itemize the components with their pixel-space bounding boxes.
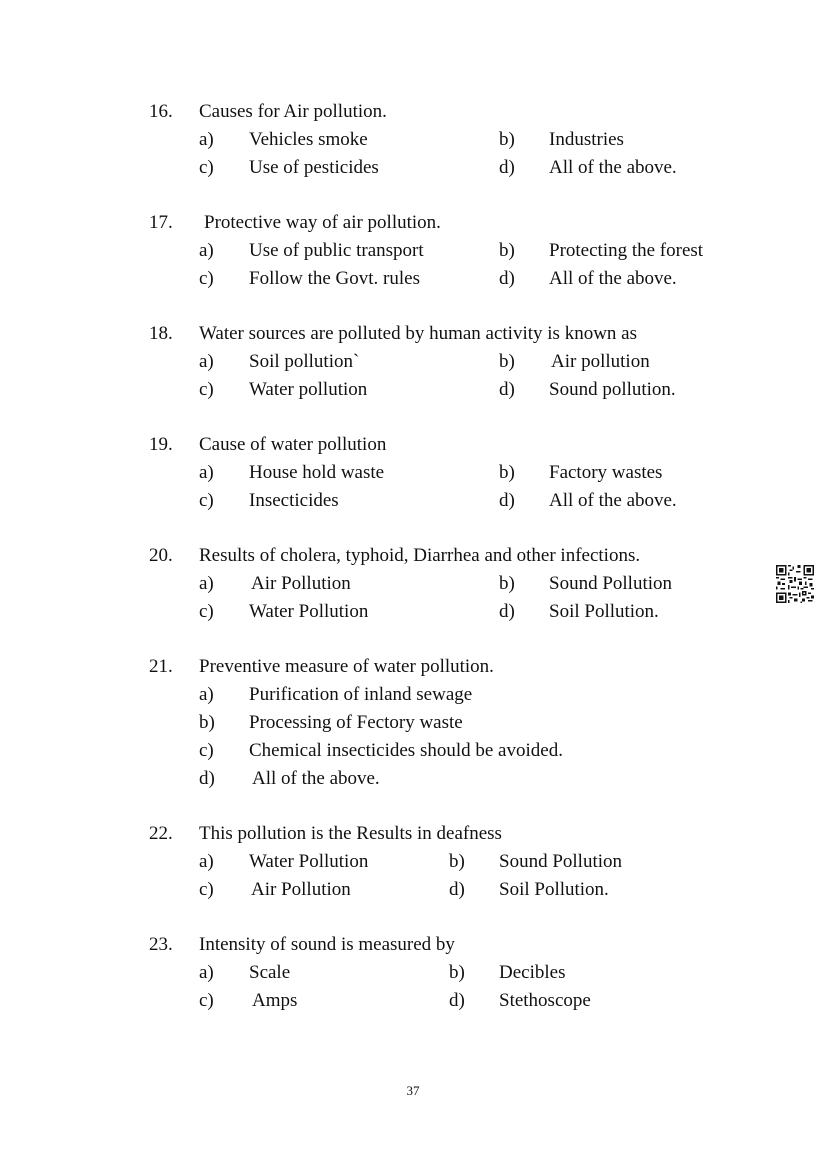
option-text: Insecticides xyxy=(249,490,339,511)
option-label: b) xyxy=(499,240,515,261)
option-label: b) xyxy=(449,851,465,872)
option-label: d) xyxy=(449,879,465,900)
question-number: 17. xyxy=(149,212,173,233)
question-number: 16. xyxy=(149,101,173,122)
question-text: Causes for Air pollution. xyxy=(199,101,387,122)
option-text: All of the above. xyxy=(549,157,677,178)
question-17 xyxy=(0,209,826,293)
option-label: c) xyxy=(199,379,214,400)
option-text: House hold waste xyxy=(249,462,385,483)
option-label: a) xyxy=(199,129,214,150)
question-text: Cause of water pollution xyxy=(199,434,387,455)
question-text: Results of cholera, typhoid, Diarrhea and other infections. xyxy=(199,545,641,566)
page-number: 37 xyxy=(406,1083,420,1098)
question-number: 21. xyxy=(149,656,173,677)
question-number: 23. xyxy=(149,934,173,955)
option-text: Decibles xyxy=(499,962,566,983)
option-text: Processing of Fectory waste xyxy=(249,712,463,733)
option-label: c) xyxy=(199,157,214,178)
question-20 xyxy=(0,542,826,626)
option-text: Industries xyxy=(549,129,624,150)
question-number: 19. xyxy=(149,434,173,455)
option-label: d) xyxy=(199,768,215,789)
option-text: Sound Pollution xyxy=(499,851,622,872)
option-label: b) xyxy=(199,712,215,733)
question-21 xyxy=(0,653,826,793)
option-label: c) xyxy=(199,490,214,511)
question-text: Intensity of sound is measured by xyxy=(199,934,455,955)
option-text: Air pollution xyxy=(551,351,650,372)
option-label: d) xyxy=(499,157,515,178)
option-label: c) xyxy=(199,601,214,622)
option-text: Air Pollution xyxy=(251,573,351,594)
option-text: Use of pesticides xyxy=(249,157,379,178)
option-text: Follow the Govt. rules xyxy=(249,268,420,289)
option-label: b) xyxy=(499,351,515,372)
option-label: a) xyxy=(199,351,214,372)
question-text: Water sources are polluted by human activity is known as xyxy=(199,323,637,344)
option-text: Air Pollution xyxy=(251,879,351,900)
option-label: b) xyxy=(499,573,515,594)
option-text: Protecting the forest xyxy=(549,240,704,261)
option-label: d) xyxy=(499,601,515,622)
option-label: b) xyxy=(449,962,465,983)
qr-code-icon xyxy=(776,565,814,603)
option-label: b) xyxy=(499,462,515,483)
question-text: This pollution is the Results in deafness xyxy=(199,823,502,844)
option-label: b) xyxy=(499,129,515,150)
option-text: Amps xyxy=(252,990,298,1011)
question-text: Preventive measure of water pollution. xyxy=(199,656,494,677)
option-text: Soil Pollution. xyxy=(549,601,659,622)
option-label: c) xyxy=(199,268,214,289)
question-19 xyxy=(0,431,826,515)
option-label: c) xyxy=(199,990,214,1011)
option-label: d) xyxy=(499,268,515,289)
option-text: Water Pollution xyxy=(249,601,369,622)
option-text: Soil Pollution. xyxy=(499,879,609,900)
question-18 xyxy=(0,320,826,404)
question-22 xyxy=(0,820,826,904)
option-text: Chemical insecticides should be avoided. xyxy=(249,740,563,761)
option-label: a) xyxy=(199,851,214,872)
option-text: Factory wastes xyxy=(549,462,663,483)
option-text: Sound pollution. xyxy=(549,379,676,400)
question-number: 20. xyxy=(149,545,173,566)
question-number: 22. xyxy=(149,823,173,844)
question-number: 18. xyxy=(149,323,173,344)
option-label: a) xyxy=(199,462,214,483)
option-text: Purification of inland sewage xyxy=(249,684,473,705)
option-text: Stethoscope xyxy=(499,990,591,1011)
option-text: Water pollution xyxy=(249,379,368,400)
option-label: c) xyxy=(199,740,214,761)
option-label: a) xyxy=(199,573,214,594)
option-text: All of the above. xyxy=(549,268,677,289)
option-text: Soil pollution` xyxy=(249,351,360,372)
option-text: Vehicles smoke xyxy=(249,129,368,150)
option-label: c) xyxy=(199,879,214,900)
option-text: Water Pollution xyxy=(249,851,369,872)
option-label: d) xyxy=(499,379,515,400)
question-16 xyxy=(0,98,826,182)
option-label: a) xyxy=(199,240,214,261)
question-23 xyxy=(0,931,826,1015)
option-text: Scale xyxy=(249,962,291,983)
option-label: d) xyxy=(499,490,515,511)
option-text: All of the above. xyxy=(549,490,677,511)
option-label: a) xyxy=(199,684,214,705)
option-label: d) xyxy=(449,990,465,1011)
question-text: Protective way of air pollution. xyxy=(204,212,441,233)
option-label: a) xyxy=(199,962,214,983)
option-text: All of the above. xyxy=(252,768,380,789)
option-text: Sound Pollution xyxy=(549,573,672,594)
option-text: Use of public transport xyxy=(249,240,424,261)
